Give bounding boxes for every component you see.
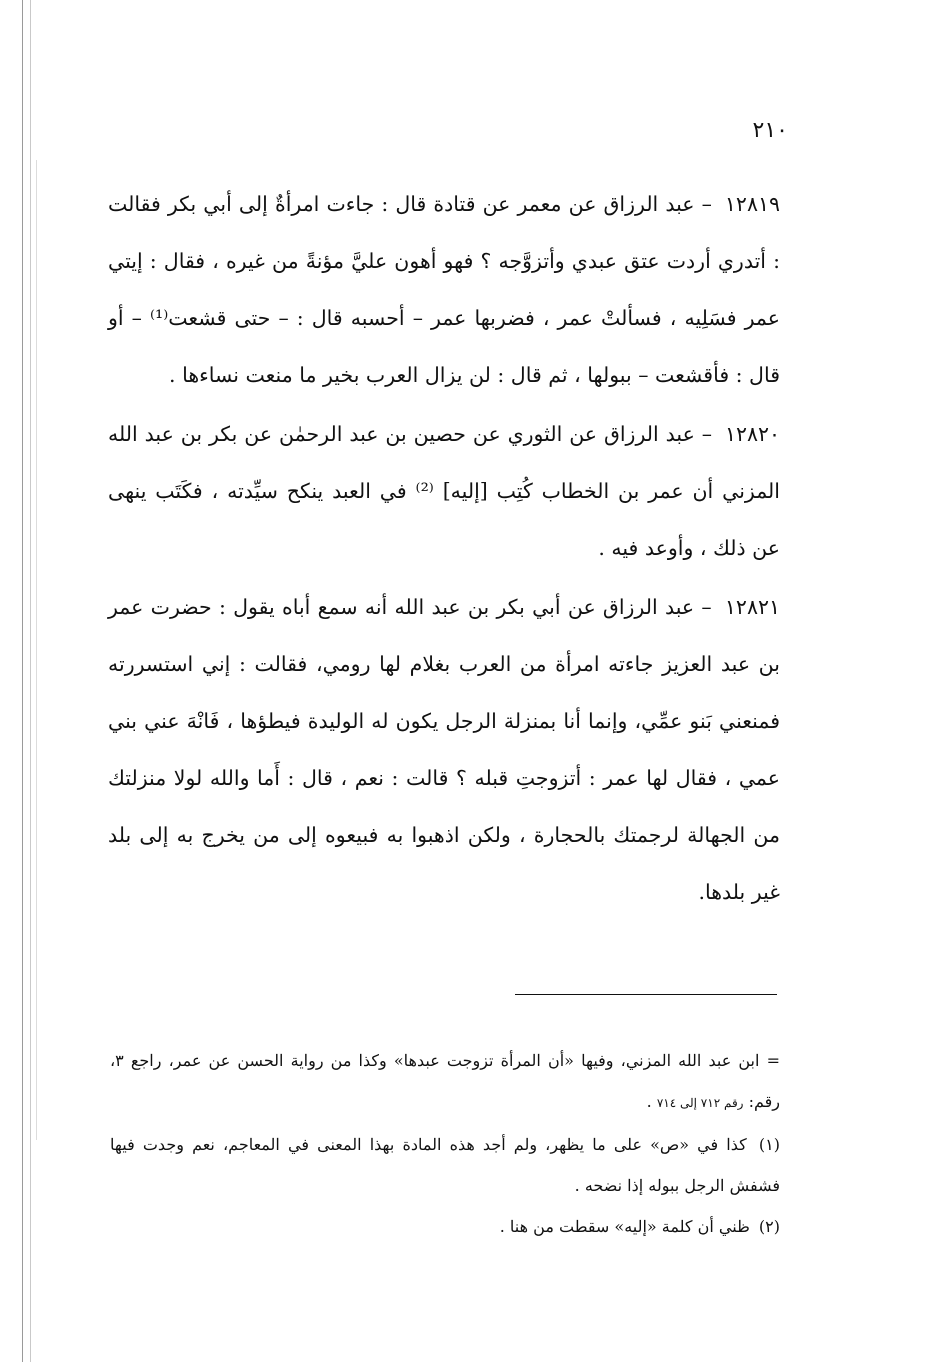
entry-number: ١٢٨١٩: [724, 192, 780, 216]
hadith-entry: [108, 406, 780, 577]
main-text: [108, 176, 780, 923]
footnote-text: .: [646, 1092, 652, 1111]
footnote-text: كذا في «ص» على ما يظهر، ولم أجد هذه المادة بهذا المعنى في المعاجم، نعم وجدت فيها فشفش الرجل ببوله إذا نضحه .: [110, 1135, 780, 1195]
footnote-number: (١): [758, 1135, 780, 1154]
footnote: [110, 1124, 780, 1206]
entry-number: ١٢٨٢١: [724, 595, 780, 619]
entry-text: – عبد الرزاق عن الثوري عن حصين بن عبد الرحمٰن عن بكر بن عبد الله المزني أن عمر بن الخطاب كُتِب [إليه] ⁽²⁾ في العبد ينكح سيِّدته ، فكَتَب ينهى عن ذلك ، وأوعد فيه .: [108, 422, 780, 560]
entry-text: – عبد الرزاق عن معمر عن قتادة قال : جاءت امرأةٌ إلى أبي بكر فقالت : أتدري أردت عتق عبدي وأتزوَّجه ؟ فهو أهون عليَّ مؤنةً من غيره ، فقال : إيتي عمر فسَلِيه ، فسألتْ عمر ، فضربها عمر – أحسبه قال : – حتى قشعت⁽¹⁾ – أو قال : فأقشعت – ببولها ، ثم قال : لن يزال العرب بخير ما منعت نساءها .: [108, 192, 780, 387]
page-number: ٢١٠: [752, 118, 788, 143]
hadith-entry: [108, 176, 780, 404]
scan-edge-line: [22, 0, 23, 1362]
scan-edge-line: [36, 160, 37, 1140]
footnote-reference: رقم ٧١٢ إلى ٧١٤: [656, 1096, 744, 1110]
footnote-number: (٢): [758, 1217, 780, 1236]
footnote-separator: [515, 994, 777, 995]
entry-number: ١٢٨٢٠: [724, 422, 780, 446]
footnote-continuation: [110, 1040, 780, 1124]
footnote-text: = ابن عبد الله المزني، وفيها «أن المرأة تزوجت عبدها» وكذا من رواية الحسن عن عمر، راجع ٣، رقم:: [110, 1051, 780, 1111]
hadith-entry: [108, 579, 780, 921]
footnotes: [110, 1040, 780, 1247]
entry-text: – عبد الرزاق عن أبي بكر بن عبد الله أنه سمع أباه يقول : حضرت عمر بن عبد العزيز جاءته امرأة من العرب بغلام لها رومي، فقالت : إني استسررته فمنعني بَنو عمِّي، وإنما أنا بمنزلة الرجل يكون له الوليدة فيطؤها ، فَانْهَ عني بني عمي ، فقال لها عمر : أتزوجتِ قبله ؟ قالت : نعم ، قال : أَما والله لولا منزلتك من الجهالة لرجمتك بالحجارة ، ولكن اذهبوا به فبيعوه إلى من يخرج به إلى بلد غير بلدها.: [108, 595, 780, 904]
footnote-text: ظني أن كلمة «إليه» سقطت من هنا .: [499, 1217, 750, 1236]
footnote: [110, 1206, 780, 1247]
scan-edge-line: [30, 0, 31, 1362]
